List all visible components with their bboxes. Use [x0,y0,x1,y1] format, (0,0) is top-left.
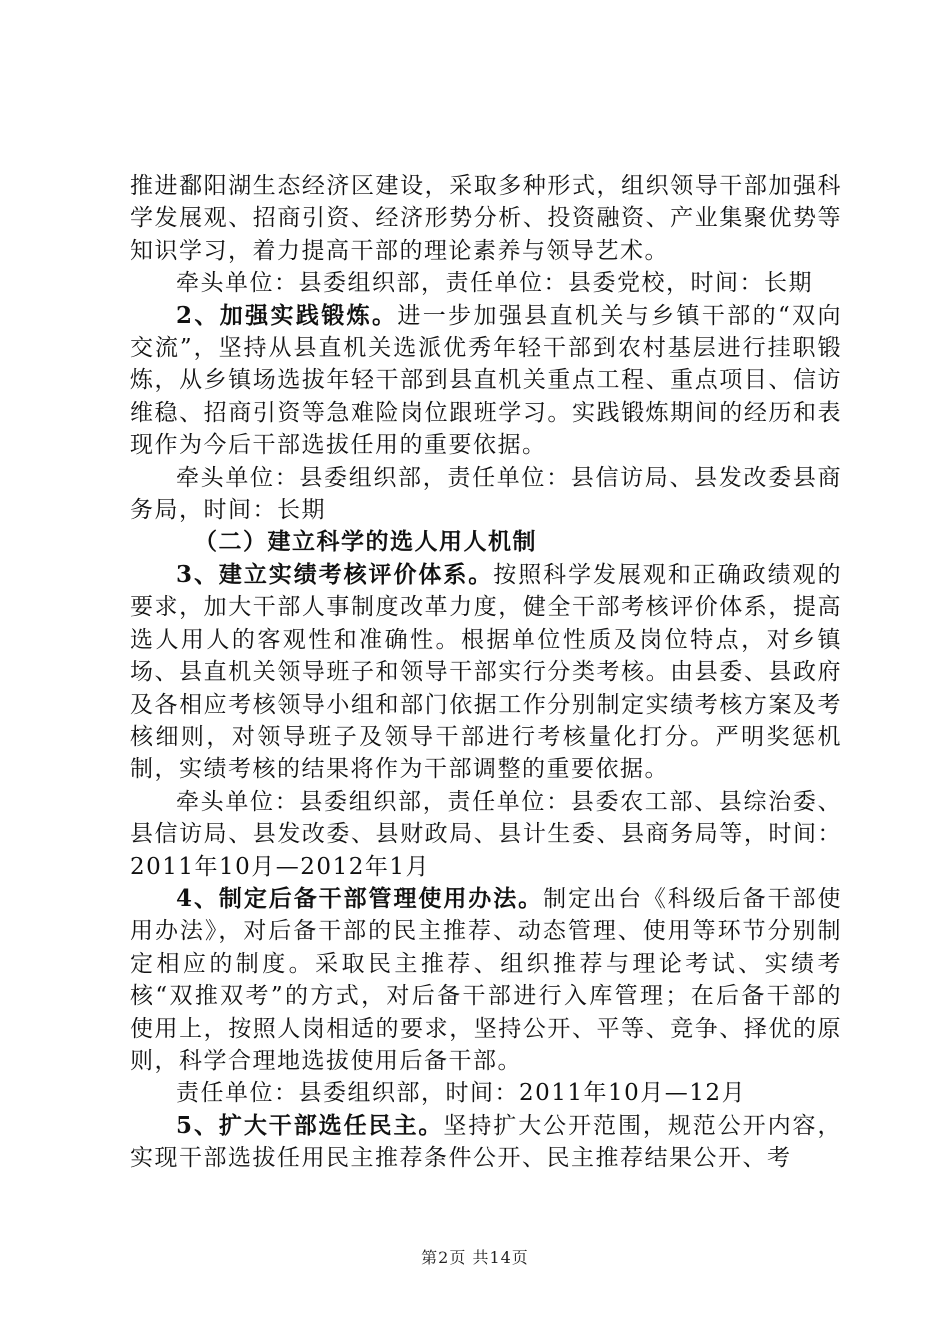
item-lead: 5、扩大干部选任民主。 [176,1111,444,1139]
responsibility-note [130,462,842,527]
item-2-paragraph [130,300,842,462]
paragraph-text: 牵头单位：县委组织部，责任单位：县委农工部、县综治委、县信访局、县发改委、县财政局、县计生委、县商务局等，时间：2011年10月—2012年1月 [130,788,842,880]
document-body [130,170,842,1175]
page-footer [0,1245,950,1268]
paragraph-text: 推进鄱阳湖生态经济区建设，采取多种形式，组织领导干部加强科学发展观、招商引资、经济形势分析、投资融资、产业集聚优势等知识学习，着力提高干部的理论素养与领导艺术。 [130,173,842,264]
paragraph-text: 制定出台《科级后备干部使用办法》，对后备干部的民主推荐、动态管理、使用等环节分别制定相应的制度。采取民主推荐、组织推荐与理论考试、实绩考核“双推双考”的方式，对后备干部进行入库管理；在后备干部的使用上，按照人岗相适的要求，坚持公开、平等、竞争、择优的原则，科学合理地选拔使用后备干部。 [130,885,842,1074]
responsibility-note [130,267,842,299]
item-lead: 4、制定后备干部管理使用办法。 [176,884,544,912]
page-number: 第2页 共14页 [421,1248,529,1267]
item-3-paragraph [130,559,842,786]
responsibility-note [130,786,842,883]
paragraph-text: 坚持扩大公开范围，规范公开内容，实现干部选拔任用民主推荐条件公开、民主推荐结果公开、考 [130,1112,843,1172]
paragraph-text: 进一步加强县直机关与乡镇干部的“双向交流”，坚持从县直机关选派优秀年轻干部到农村基层进行挂职锻炼，从乡镇场选拔年轻干部到县直机关重点工程、重点项目、信访维稳、招商引资等急难险岗位跟班学习。实践锻炼期间的经历和表现作为今后干部选拔任用的重要依据。 [130,302,842,459]
item-lead: 3、建立实绩考核评价体系。 [176,560,494,588]
item-lead: 2、加强实践锻炼。 [176,301,398,329]
responsibility-note [130,1077,842,1109]
section-heading: （二）建立科学的选人用人机制 [194,528,537,556]
paragraph-text: 牵头单位：县委组织部，责任单位：县委党校，时间：长期 [176,270,813,297]
item-5-paragraph [130,1110,842,1175]
item-4-paragraph [130,883,842,1077]
paragraph-continuation [130,170,842,267]
paragraph-text: 按照科学发展观和正确政绩观的要求，加大干部人事制度改革力度，健全干部考核评价体系，提高选人用人的客观性和准确性。根据单位性质及岗位特点，对乡镇场、县直机关领导班子和领导干部实行分类考核。由县委、县政府及各相应考核领导小组和部门依据工作分别制定实绩考核方案及考核细则，对领导班子及领导干部进行考核量化打分。严明奖惩机制，实绩考核的结果将作为干部调整的重要依据。 [130,561,842,783]
paragraph-text: 责任单位：县委组织部，时间：2011年10月—12月 [176,1080,747,1107]
paragraph-text: 牵头单位：县委组织部，责任单位：县信访局、县发改委县商务局，时间：长期 [130,464,842,524]
